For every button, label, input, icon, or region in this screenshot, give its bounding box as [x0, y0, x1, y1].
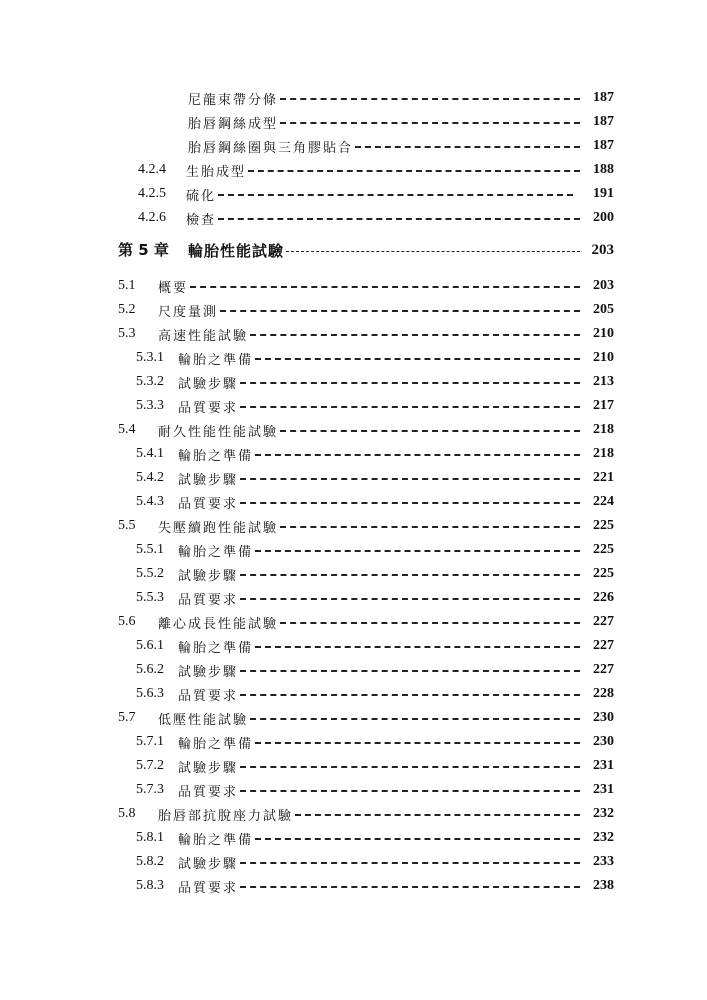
toc-entry-title: 生胎成型 — [186, 164, 247, 180]
toc-entry-number: 5.8.3 — [136, 878, 164, 893]
toc-entry-number: 5.4 — [118, 422, 136, 437]
toc-entry-number: 5.3 — [118, 326, 136, 341]
toc-entry-title: 尺度量測 — [158, 304, 219, 320]
toc-entry-title: 試驗步驟 — [178, 760, 239, 776]
dot-leader — [218, 218, 580, 220]
toc-entry-title: 輪胎之準備 — [178, 832, 254, 848]
dot-leader — [240, 382, 580, 384]
toc-entry-page: 218 — [593, 446, 614, 461]
dot-leader — [240, 790, 580, 792]
toc-entry-number: 5.7.3 — [136, 782, 164, 797]
toc-entry-title: 品質要求 — [178, 496, 239, 512]
toc-entry[interactable] — [0, 850, 707, 874]
toc-entry[interactable] — [0, 370, 707, 394]
toc-entry-page: 187 — [593, 114, 614, 129]
toc-entry-title: 品質要求 — [178, 688, 239, 704]
toc-entry-number: 5.4.1 — [136, 446, 164, 461]
toc-entry-number: 4.2.6 — [138, 210, 166, 225]
toc-entry[interactable] — [0, 610, 707, 634]
dot-leader — [255, 838, 580, 840]
toc-entry-title: 胎唇鋼絲圈與三角膠貼合 — [188, 140, 354, 156]
toc-chapter-entry[interactable] — [0, 238, 707, 262]
toc-entry-page: 233 — [593, 854, 614, 869]
toc-entry-number: 5.7 — [118, 710, 136, 725]
toc-entry-title: 試驗步驟 — [178, 472, 239, 488]
dot-leader — [240, 478, 580, 480]
toc-entry[interactable] — [0, 274, 707, 298]
toc-entry[interactable] — [0, 86, 707, 110]
toc-entry-number: 5.5 — [118, 518, 136, 533]
toc-entry-page: 205 — [593, 302, 614, 317]
toc-entry-number: 4.2.5 — [138, 186, 166, 201]
dot-leader — [280, 526, 580, 528]
toc-entry-title: 試驗步驟 — [178, 568, 239, 584]
dot-leader — [280, 622, 580, 624]
toc-entry-page: 218 — [593, 422, 614, 437]
toc-entry-title: 試驗步驟 — [178, 376, 239, 392]
toc-entry[interactable] — [0, 418, 707, 442]
toc-entry-page: 227 — [593, 662, 614, 677]
toc-entry-page: 231 — [593, 782, 614, 797]
dot-leader — [255, 454, 580, 456]
toc-entry-number: 5.4.2 — [136, 470, 164, 485]
dot-leader — [240, 694, 580, 696]
toc-entry-number: 5.5.2 — [136, 566, 164, 581]
toc-entry-page: 232 — [593, 830, 614, 845]
toc-entry-page: 188 — [593, 162, 614, 177]
toc-entry-page: 191 — [593, 186, 614, 201]
dot-leader — [240, 862, 580, 864]
dot-leader — [250, 334, 580, 336]
toc-entry[interactable] — [0, 874, 707, 898]
toc-entry[interactable] — [0, 730, 707, 754]
toc-entry-number: 5.6.1 — [136, 638, 164, 653]
toc-entry-title: 輪胎之準備 — [178, 448, 254, 464]
toc-entry-number: 4.2.4 — [138, 162, 166, 177]
toc-entry-page: 227 — [593, 614, 614, 629]
toc-entry-title: 輪胎之準備 — [178, 352, 254, 368]
dot-leader — [240, 598, 580, 600]
toc-entry-title: 輪胎之準備 — [178, 736, 254, 752]
toc-entry[interactable] — [0, 634, 707, 658]
toc-entry-page: 231 — [593, 758, 614, 773]
toc-entry[interactable] — [0, 826, 707, 850]
dot-leader — [255, 742, 580, 744]
toc-entry-number: 5.7.2 — [136, 758, 164, 773]
toc-entry-title: 輪胎之準備 — [178, 640, 254, 656]
toc-entry[interactable] — [0, 490, 707, 514]
toc-entry-number: 5.8.1 — [136, 830, 164, 845]
toc-entry-title: 低壓性能試驗 — [158, 712, 249, 728]
toc-entry-title: 檢查 — [186, 212, 217, 228]
toc-entry-number: 5.8 — [118, 806, 136, 821]
toc-entry-title: 品質要求 — [178, 400, 239, 416]
toc-entry-title: 胎唇鋼絲成型 — [188, 116, 279, 132]
toc-entry-page: 221 — [593, 470, 614, 485]
toc-entry[interactable] — [0, 538, 707, 562]
toc-entry[interactable] — [0, 346, 707, 370]
toc-entry-page: 203 — [593, 278, 614, 293]
toc-entry-number: 5.8.2 — [136, 854, 164, 869]
dot-leader — [190, 286, 580, 288]
dot-leader — [280, 98, 580, 100]
toc-entry-title: 硫化 — [186, 188, 217, 204]
toc-entry[interactable] — [0, 298, 707, 322]
toc-entry-page: 230 — [593, 734, 614, 749]
toc-entry-title: 尼龍束帶分條 — [188, 92, 279, 108]
toc-entry-title: 輪胎之準備 — [178, 544, 254, 560]
toc-entry-page: 200 — [593, 210, 614, 225]
toc-entry-title: 耐久性能性能試驗 — [158, 424, 279, 440]
toc-entry-number: 5.1 — [118, 278, 136, 293]
toc-entry-number: 5.5.3 — [136, 590, 164, 605]
toc-entry-page: 224 — [593, 494, 614, 509]
dot-leader — [255, 550, 580, 552]
dot-leader — [240, 502, 580, 504]
toc-entry-page: 228 — [593, 686, 614, 701]
toc-entry-number: 5.3.3 — [136, 398, 164, 413]
toc-entry-page: 227 — [593, 638, 614, 653]
toc-entry[interactable] — [0, 658, 707, 682]
dot-leader — [295, 814, 580, 816]
toc-entry[interactable] — [0, 754, 707, 778]
dot-leader — [286, 251, 580, 252]
toc-entry-page: 226 — [593, 590, 614, 605]
toc-entry-title: 試驗步驟 — [178, 664, 239, 680]
dot-leader — [250, 718, 580, 720]
toc-entry[interactable] — [0, 206, 707, 230]
toc-entry[interactable] — [0, 682, 707, 706]
toc-entry-page: 210 — [593, 326, 614, 341]
toc-entry-page: 230 — [593, 710, 614, 725]
toc-entry-number: 5.5.1 — [136, 542, 164, 557]
toc-entry-page: 203 — [591, 242, 614, 258]
toc-entry-number: 5.3.1 — [136, 350, 164, 365]
toc-entry-title: 高速性能試驗 — [158, 328, 249, 344]
toc-entry[interactable] — [0, 586, 707, 610]
toc-entry[interactable] — [0, 110, 707, 134]
toc-entry-page: 187 — [593, 90, 614, 105]
toc-entry-page: 225 — [593, 518, 614, 533]
toc-entry-page: 225 — [593, 566, 614, 581]
dot-leader — [240, 406, 580, 408]
dot-leader — [240, 886, 580, 888]
toc-entry-title: 胎唇部抗脫座力試驗 — [158, 808, 294, 824]
toc-entry-number: 5.6.3 — [136, 686, 164, 701]
dot-leader — [240, 574, 580, 576]
toc-entry-page: 232 — [593, 806, 614, 821]
toc-entry[interactable] — [0, 514, 707, 538]
toc-entry[interactable] — [0, 182, 707, 206]
toc-entry-number: 5.4.3 — [136, 494, 164, 509]
toc-entry[interactable] — [0, 134, 707, 158]
toc-entry-title: 試驗步驟 — [178, 856, 239, 872]
toc-entry-title: 概要 — [158, 280, 189, 296]
toc-entry[interactable] — [0, 158, 707, 182]
toc-entry-number: 5.6 — [118, 614, 136, 629]
toc-entry[interactable] — [0, 778, 707, 802]
dot-leader — [280, 430, 580, 432]
toc-entry-number: 5.6.2 — [136, 662, 164, 677]
chapter-number: 第 5 章 — [118, 241, 169, 259]
toc-entry-title: 品質要求 — [178, 880, 239, 896]
toc-entry-page: 217 — [593, 398, 614, 413]
dot-leader — [240, 766, 580, 768]
toc-entry[interactable] — [0, 466, 707, 490]
dot-leader — [240, 670, 580, 672]
toc-entry-number: 5.2 — [118, 302, 136, 317]
toc-entry-title: 品質要求 — [178, 592, 239, 608]
toc-entry[interactable] — [0, 706, 707, 730]
toc-entry[interactable] — [0, 322, 707, 346]
toc-entry-page: 225 — [593, 542, 614, 557]
toc-entry-title: 離心成長性能試驗 — [158, 616, 279, 632]
dot-leader — [255, 358, 580, 360]
toc-entry[interactable] — [0, 442, 707, 466]
toc-entry-number: 5.7.1 — [136, 734, 164, 749]
dot-leader — [255, 646, 580, 648]
toc-entry-page: 210 — [593, 350, 614, 365]
dot-leader — [280, 122, 580, 124]
toc-entry-title: 品質要求 — [178, 784, 239, 800]
toc-entry[interactable] — [0, 394, 707, 418]
toc-entry-title: 失壓續跑性能試驗 — [158, 520, 279, 536]
toc-entry-page: 238 — [593, 878, 614, 893]
toc-entry[interactable] — [0, 802, 707, 826]
toc-entry-page: 187 — [593, 138, 614, 153]
dot-leader — [218, 194, 573, 196]
chapter-title: 輪胎性能試驗 — [188, 241, 285, 260]
toc-entry-page: 213 — [593, 374, 614, 389]
dot-leader — [248, 170, 580, 172]
toc-entry-number: 5.3.2 — [136, 374, 164, 389]
toc-entry[interactable] — [0, 562, 707, 586]
dot-leader — [220, 310, 580, 312]
dot-leader — [355, 146, 580, 148]
